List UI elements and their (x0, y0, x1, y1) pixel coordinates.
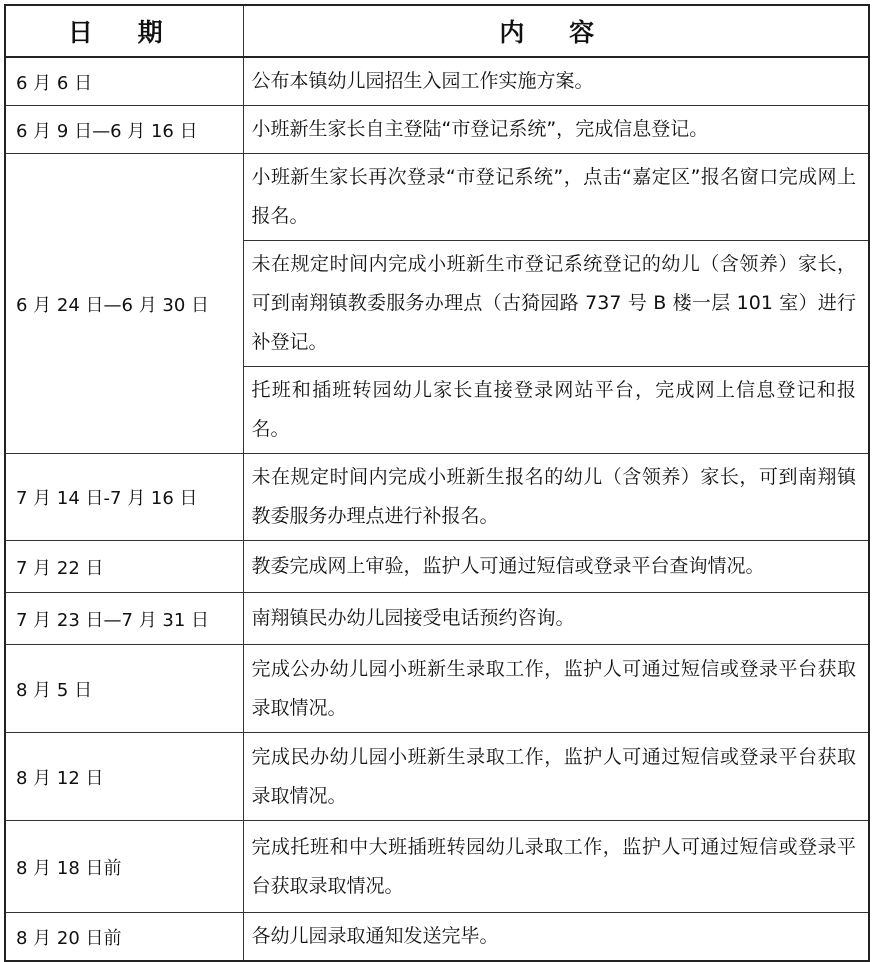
content-cell: 南翔镇民办幼儿园接受电话预约咨询。 (243, 593, 869, 645)
date-cell: 6 月 6 日 (5, 57, 243, 106)
date-cell: 7 月 14 日-7 月 16 日 (5, 454, 243, 541)
table-row (5, 541, 869, 593)
header-row (5, 5, 869, 57)
content-cell: 未在规定时间内完成小班新生报名的幼儿（含领养）家长，可到南翔镇教委服务办理点进行补报名。 (243, 454, 869, 541)
date-cell: 8 月 18 日前 (5, 821, 243, 913)
date-cell: 6 月 24 日—6 月 30 日 (5, 154, 243, 454)
table-row (5, 645, 869, 733)
date-cell: 6 月 9 日—6 月 16 日 (5, 106, 243, 154)
content-cell: 公布本镇幼儿园招生入园工作实施方案。 (243, 57, 869, 106)
content-column-header: 内 容 (243, 5, 869, 57)
date-cell: 8 月 12 日 (5, 733, 243, 821)
date-cell: 7 月 22 日 (5, 541, 243, 593)
content-cell: 小班新生家长再次登录“市登记系统”，点击“嘉定区”报名窗口完成网上报名。 (243, 154, 869, 241)
table-header (5, 5, 869, 57)
content-cell: 完成民办幼儿园小班新生录取工作，监护人可通过短信或登录平台获取录取情况。 (243, 733, 869, 821)
table-row (5, 821, 869, 913)
content-cell: 完成托班和中大班插班转园幼儿录取工作，监护人可通过短信或登录平台获取录取情况。 (243, 821, 869, 913)
date-cell: 8 月 5 日 (5, 645, 243, 733)
enrollment-schedule-table (4, 4, 870, 962)
table-row (5, 913, 869, 962)
date-cell: 7 月 23 日—7 月 31 日 (5, 593, 243, 645)
content-cell: 各幼儿园录取通知发送完毕。 (243, 913, 869, 962)
content-cell: 完成公办幼儿园小班新生录取工作，监护人可通过短信或登录平台获取录取情况。 (243, 645, 869, 733)
table-row (5, 106, 869, 154)
table-row (5, 57, 869, 106)
table-row (5, 154, 869, 241)
date-cell: 8 月 20 日前 (5, 913, 243, 962)
table-row (5, 454, 869, 541)
table-row (5, 733, 869, 821)
content-cell: 教委完成网上审验，监护人可通过短信或登录平台查询情况。 (243, 541, 869, 593)
date-column-header: 日 期 (5, 5, 243, 57)
content-cell: 未在规定时间内完成小班新生市登记系统登记的幼儿（含领养）家长，可到南翔镇教委服务办理点（古猗园路 737 号 B 楼一层 101 室）进行补登记。 (243, 241, 869, 367)
table-row (5, 593, 869, 645)
content-cell: 托班和插班转园幼儿家长直接登录网站平台，完成网上信息登记和报名。 (243, 367, 869, 454)
content-cell: 小班新生家长自主登陆“市登记系统”，完成信息登记。 (243, 106, 869, 154)
